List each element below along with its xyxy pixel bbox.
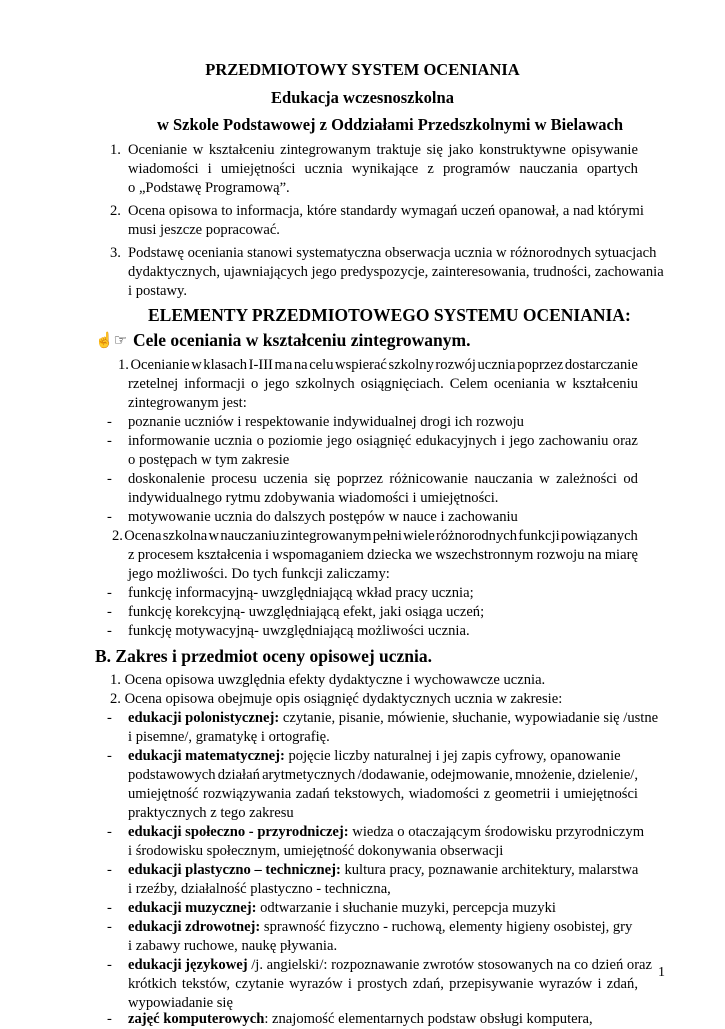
school-name: w Szkole Podstawowej z Oddziałami Przedszkolnymi w Bielawach — [156, 115, 624, 134]
subject-label: edukacji matematycznej: — [128, 748, 285, 764]
subject-text: umiejętność rozwiązywania zadań tekstowych, wiadomości z geometrii i umiejętności — [128, 786, 638, 802]
subject-label: edukacji językowej — [128, 957, 248, 973]
bullet-text: poznanie uczniów i respektowanie indywidualnej drogi ich rozwoju — [128, 414, 524, 430]
subject-text: wiedza o otaczającym środowisku przyrodniczym — [348, 824, 645, 840]
list-item-line: Ocena opisowa to informacja, które standardy wymagań uczeń opanował, a nad którymi — [128, 203, 644, 219]
page-subtitle: Edukacja wczesnoszkolna — [271, 88, 454, 107]
subject-label: edukacji polonistycznej: — [128, 710, 280, 726]
subject-text: : znajomość elementarnych podstaw obsługi komputera, — [264, 1011, 593, 1027]
list-number: 1. — [110, 142, 121, 158]
subject-text: kultura pracy, poznawanie architektury, malarstwa — [340, 862, 639, 878]
paragraph-line: jego możliwości. Do tych funkcji zaliczamy: — [128, 566, 390, 582]
page-title: PRZEDMIOTOWY SYSTEM OCENIANIA — [205, 60, 520, 79]
paragraph-line: 2. Ocena szkolna w nauczaniu zintegrowanym pełni wiele różnorodnych funkcji powiązanych — [112, 528, 638, 544]
bullet-dash: - — [107, 900, 112, 916]
bullet-dash: - — [107, 710, 112, 726]
bullet-text: funkcję korekcyjną- uwzględniającą efekt, jaki osiąga uczeń; — [128, 604, 485, 620]
bullet-text: funkcję motywacyjną- uwzględniającą możliwości ucznia. — [128, 623, 470, 639]
subject-text: krótkich tekstów, czytanie wyrazów i prostych zdań, przepisywanie wyrazów i zdań, — [128, 976, 638, 992]
paragraph-line: 1. Ocenianie w klasach I-III ma na celu wspierać szkolny rozwój ucznia poprzez dostarczanie — [118, 357, 638, 373]
subject-text: i zabawy ruchowe, naukę pływania. — [128, 938, 338, 954]
paragraph-line: zintegrowanym jest: — [128, 395, 247, 411]
subject-item — [128, 709, 659, 728]
elements-heading: ELEMENTY PRZEDMIOTOWEGO SYSTEMU OCENIANIA: — [148, 305, 631, 325]
section-a-title: Cele oceniania w kształceniu zintegrowanym. — [133, 330, 471, 350]
section-a-heading — [95, 330, 471, 352]
list-number: 2. — [110, 203, 121, 219]
list-item-line: o „Podstawę Programową”. — [128, 180, 290, 196]
subject-item — [128, 1010, 638, 1029]
bullet-dash: - — [107, 471, 112, 487]
paragraph-line: 1. Ocena opisowa uwzględnia efekty dydaktyczne i wychowawcze ucznia. — [110, 672, 546, 688]
subject-item — [128, 956, 653, 975]
page-number: 1 — [658, 965, 665, 980]
subject-text: wypowiadanie się — [128, 995, 233, 1011]
bullet-text: indywidualnego rytmu zdobywania wiadomości i umiejętności. — [128, 490, 499, 506]
subject-text: sprawność fizyczno - ruchową, elementy higieny osobistej, gry — [260, 919, 633, 935]
list-item-line: musi jeszcze popracować. — [128, 222, 280, 238]
bullet-text: funkcję informacyjną- uwzględniającą wkład pracy ucznia; — [128, 585, 474, 601]
subject-text: podstawowych działań arytmetycznych /dodawanie, odejmowanie, mnożenie, dzielenie/, — [128, 767, 638, 783]
subject-text: praktycznych z tego zakresu — [128, 805, 294, 821]
bullet-dash: - — [107, 604, 112, 620]
subject-item — [128, 918, 638, 937]
hand-pointing-icon: ☝☞ — [95, 333, 128, 349]
subject-text: odtwarzanie i słuchanie muzyki, percepcja muzyki — [256, 900, 556, 916]
list-item-line: wiadomości i umiejętności ucznia wynikające z programów nauczania opartych — [128, 161, 638, 177]
subject-text: i rzeźby, działalność plastyczno - techniczna, — [128, 881, 391, 897]
subject-label: edukacji plastyczno – technicznej: — [128, 862, 341, 878]
bullet-text: doskonalenie procesu uczenia się poprzez różnicowanie nauczania w zależności od — [128, 471, 638, 487]
subject-label: edukacji społeczno - przyrodniczej: — [128, 824, 349, 840]
paragraph-line: z procesem kształcenia i wspomaganiem dziecka we wszechstronnym rozwoju na miarę — [128, 547, 638, 563]
list-item-line: i postawy. — [128, 283, 188, 299]
subject-label: zajęć komputerowych — [128, 1011, 265, 1027]
bullet-dash: - — [107, 433, 112, 449]
subject-item — [128, 861, 638, 880]
subject-text: i pisemne/, gramatykę i ortografię. — [128, 729, 330, 745]
list-item-line: dydaktycznych, ujawniających jego predyspozycje, zainteresowania, trudności, zachowania — [128, 264, 664, 280]
bullet-dash: - — [107, 824, 112, 840]
paragraph-line: 2. Ocena opisowa obejmuje opis osiągnięć dydaktycznych ucznia w zakresie: — [110, 691, 563, 707]
list-item-line: Ocenianie w kształceniu zintegrowanym traktuje się jako konstruktywne opisywanie — [128, 142, 638, 158]
bullet-text: motywowanie ucznia do dalszych postępów w nauce i zachowaniu — [128, 509, 518, 525]
bullet-dash: - — [107, 585, 112, 601]
bullet-dash: - — [107, 414, 112, 430]
subject-text: pojęcie liczby naturalnej i jej zapis cyfrowy, opanowanie — [284, 748, 621, 764]
paragraph-line: rzetelnej informacji o jego szkolnych osiągnięciach. Celem oceniania w kształceniu — [128, 376, 638, 392]
bullet-text: o postępach w tym zakresie — [128, 452, 290, 468]
bullet-dash: - — [107, 957, 112, 973]
subject-label: edukacji muzycznej: — [128, 900, 257, 916]
subject-item — [128, 747, 638, 766]
bullet-dash: - — [107, 919, 112, 935]
bullet-dash: - — [107, 862, 112, 878]
bullet-dash: - — [107, 1011, 112, 1027]
bullet-text: informowanie ucznia o poziomie jego osiągnięć edukacyjnych i jego zachowaniu oraz — [128, 433, 638, 449]
list-number: 3. — [110, 245, 121, 261]
subject-label: edukacji zdrowotnej: — [128, 919, 261, 935]
section-b-heading: B. Zakres i przedmiot oceny opisowej ucznia. — [95, 646, 433, 666]
subject-item — [128, 899, 556, 918]
bullet-dash: - — [107, 748, 112, 764]
bullet-dash: - — [107, 623, 112, 639]
subject-text: /j. angielski/: rozpoznawanie zwrotów stosowanych na co dzień oraz — [247, 957, 653, 973]
list-item-line: Podstawę oceniania stanowi systematyczna obserwacja ucznia w różnorodnych sytuacjach — [128, 245, 657, 261]
subject-item — [128, 823, 645, 842]
subject-text: czytanie, pisanie, mówienie, słuchanie, wypowiadanie się /ustne — [279, 710, 659, 726]
bullet-dash: - — [107, 509, 112, 525]
subject-text: i środowisku społecznym, umiejętność dokonywania obserwacji — [128, 843, 504, 859]
